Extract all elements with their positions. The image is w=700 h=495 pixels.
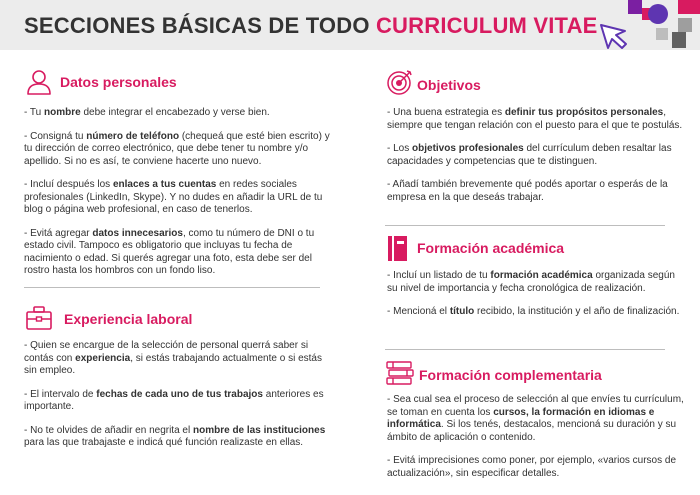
section-title: Formación complementaria (419, 367, 602, 383)
section-datos-personales (24, 67, 334, 289)
list-item: - El intervalo de fechas de cada uno de tus trabajos anteriores es importante. (24, 388, 324, 412)
list-item: - Una buena estrategia es definir tus propósitos personales, siempre que tengan relación con el puesto para el que te postulás. (387, 107, 683, 131)
title-main: SECCIONES BÁSICAS DE TODO (24, 13, 376, 38)
list-item: - Añadí también brevemente qué podés aportar o esperás de la empresa en la que deseás trabajar. (387, 179, 668, 203)
section-title: Formación académica (417, 240, 565, 256)
section-objetivos (385, 67, 685, 215)
list-item: - Evitá agregar datos innecesarios, como tu número de DNI o tu estado civil. Tampoco es obligatorio que incluyas tu fecha de nacimiento o edad. Si querés agregar una foto, esta debe ser del rostro hasta los hombros con un fondo liso. (24, 227, 315, 276)
books-stack-icon (385, 358, 415, 388)
section-header (24, 303, 334, 339)
section-header (24, 67, 334, 103)
list-item: - Mencioná el título recibido, la institución y el año de finalización. (387, 306, 680, 317)
divider (24, 287, 320, 288)
list-item: - Tu nombre debe integrar el encabezado y verse bien. (24, 107, 270, 118)
list-item: - Incluí después los enlaces a tus cuentas en redes sociales profesionales (LinkedIn, Skype). Y no dudes en añadir la URL de tu blog o página web profesional, en caso de tenerlos. (24, 179, 323, 215)
section-formacion-complementaria (385, 358, 685, 491)
briefcase-icon (24, 303, 54, 333)
section-formacion-academica (385, 233, 685, 330)
list-item: - Sea cual sea el proceso de selección al que envíes tu currículum, se toman en cuenta los cursos, la formación en idiomas e informática. Si los tenés, destacalos, mencioná su duración y su ámbito de aplicación o contenido. (387, 394, 684, 443)
list-item: - Incluí un listado de tu formación académica organizada según su nivel de importancia y fecha cronológica de realización. (387, 270, 675, 294)
title-accent: CURRICULUM VITAE (375, 13, 598, 38)
divider (385, 349, 665, 350)
page-title (24, 13, 598, 39)
section-header (385, 233, 685, 269)
person-icon (24, 67, 54, 97)
list-item: - Los objetivos profesionales del currículum deben resaltar las capacidades y competencias que te distinguen. (387, 143, 672, 167)
section-header (385, 67, 685, 103)
book-icon (385, 233, 415, 263)
divider (385, 225, 665, 226)
list-item: - Quien se encargue de la selección de personal querrá saber si contás con experiencia, si estás trabajando actualmente o si estás sin empleo. (24, 340, 322, 376)
list-item: - Evitá imprecisiones como poner, por ejemplo, «varios cursos de actualización», sin especificar detalles. (387, 455, 677, 479)
list-item: - No te olvides de añadir en negrita el nombre de las instituciones para las que trabajaste e indicá qué función realizaste en ellas. (24, 424, 326, 448)
section-header (385, 358, 685, 394)
header-bar (0, 0, 700, 50)
section-title: Datos personales (60, 74, 177, 90)
target-icon (385, 67, 415, 97)
decorative-cursor-icon (598, 0, 700, 50)
section-experiencia-laboral (24, 303, 334, 461)
section-title: Experiencia laboral (64, 311, 193, 327)
section-title: Objetivos (417, 77, 481, 93)
list-item: - Consigná tu número de teléfono (chequeá que esté bien escrito) y tu dirección de correo electrónico, que debe tener tu nombre y/o apellido. Si no es así, te conviene hacerte uno nuevo. (24, 130, 330, 167)
